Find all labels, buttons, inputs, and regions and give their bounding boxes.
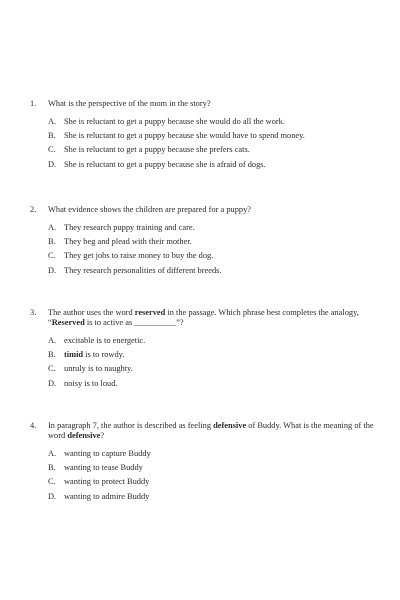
key-word: defensive xyxy=(213,421,247,430)
answer-choices xyxy=(48,223,382,280)
choice-text: They research personalities of different breeds. xyxy=(64,265,222,275)
question-text xyxy=(48,421,382,441)
question-text: What evidence shows the children are prepared for a puppy? xyxy=(48,205,252,214)
question-1 xyxy=(30,99,382,174)
choice-text-part: excitable is to energetic. xyxy=(64,336,146,345)
question-text-part: The author uses the word xyxy=(48,308,135,317)
choice-text: wanting to admire Buddy xyxy=(64,491,150,501)
choice-letter: A. xyxy=(48,117,57,126)
question-stem xyxy=(30,421,382,441)
question-text xyxy=(48,308,382,328)
choice-letter: A. xyxy=(48,336,57,345)
question-2 xyxy=(30,205,382,280)
choice-letter: B. xyxy=(48,237,56,247)
choice-letter: D. xyxy=(48,159,57,169)
choice-letter: A. xyxy=(48,449,57,458)
answer-choice-c[interactable] xyxy=(48,145,382,159)
choice-letter: C. xyxy=(48,477,56,487)
answer-choice-c[interactable] xyxy=(48,251,382,265)
choice-text xyxy=(64,379,118,389)
choice-letter: C. xyxy=(48,145,56,155)
choice-letter: B. xyxy=(48,131,56,141)
choice-bold-part: timid xyxy=(64,350,84,360)
choice-letter: C. xyxy=(48,364,56,374)
answer-choice-b[interactable] xyxy=(48,131,382,145)
answer-choice-b[interactable] xyxy=(48,463,382,477)
answer-choice-c[interactable] xyxy=(48,364,382,378)
choice-letter: B. xyxy=(48,463,56,473)
question-number: 3. xyxy=(30,308,37,317)
choice-text: She is reluctant to get a puppy because she prefers cats. xyxy=(64,145,250,155)
question-number: 2. xyxy=(30,205,37,214)
choice-text-part: is to rowdy. xyxy=(83,350,125,360)
choice-text: They beg and plead with their mother. xyxy=(64,237,192,247)
question-stem xyxy=(30,308,382,328)
choice-text: They get jobs to raise money to buy the dog. xyxy=(64,251,214,261)
answer-choice-a[interactable] xyxy=(48,336,382,350)
choice-text: She is reluctant to get a puppy because she is afraid of dogs. xyxy=(64,159,266,169)
answer-choice-d[interactable] xyxy=(48,266,382,280)
choice-letter: D. xyxy=(48,378,57,388)
question-text-part: In paragraph 7, the author is described as feeling xyxy=(48,421,214,430)
choice-letter: B. xyxy=(48,350,56,360)
key-word: defensive xyxy=(67,431,101,440)
question-stem xyxy=(30,99,382,109)
key-word: Reserved xyxy=(51,318,85,327)
question-text: What is the perspective of the mom in the story? xyxy=(48,99,211,108)
answer-choice-a[interactable] xyxy=(48,117,382,131)
answer-choice-d[interactable] xyxy=(48,160,382,174)
answer-choices xyxy=(48,449,382,506)
question-text-part: of Buddy. What is the meaning of the word xyxy=(48,421,374,440)
choice-letter: D. xyxy=(48,491,57,501)
choice-text xyxy=(64,364,133,374)
choice-text: They research puppy training and care. xyxy=(64,223,195,232)
choice-text xyxy=(64,336,145,346)
answer-choice-d[interactable] xyxy=(48,379,382,393)
choice-text: She is reluctant to get a puppy because she would do all the work. xyxy=(64,117,285,126)
question-stem xyxy=(30,205,382,215)
question-number: 1. xyxy=(30,99,37,108)
choice-letter: D. xyxy=(48,265,57,275)
answer-choice-a[interactable] xyxy=(48,223,382,237)
choice-letter: A. xyxy=(48,223,57,232)
answer-choices xyxy=(48,117,382,174)
answer-choice-c[interactable] xyxy=(48,477,382,491)
question-3 xyxy=(30,308,382,393)
question-text-part: is to active as __________”? xyxy=(84,318,184,327)
answer-choice-b[interactable] xyxy=(48,350,382,364)
choice-letter: C. xyxy=(48,251,56,261)
answer-choice-b[interactable] xyxy=(48,237,382,251)
question-number: 4. xyxy=(30,421,37,430)
choice-text: wanting to capture Buddy xyxy=(64,449,151,458)
choice-text-part: unruly is to naughty. xyxy=(64,364,133,374)
answer-choice-a[interactable] xyxy=(48,449,382,463)
choice-text: wanting to protect Buddy xyxy=(64,477,150,487)
answer-choices xyxy=(48,336,382,393)
question-text-part: ? xyxy=(100,431,105,440)
choice-text: She is reluctant to get a puppy because she would have to spend money. xyxy=(64,131,305,141)
choice-text xyxy=(64,350,124,360)
answer-choice-d[interactable] xyxy=(48,492,382,506)
choice-text: wanting to tease Buddy xyxy=(64,463,143,473)
question-text-part: in the passage. Which phrase best completes the analogy, “ xyxy=(48,308,359,327)
choice-text-part: noisy is to loud. xyxy=(64,378,118,388)
question-4 xyxy=(30,421,382,506)
key-word: reserved xyxy=(134,308,166,317)
